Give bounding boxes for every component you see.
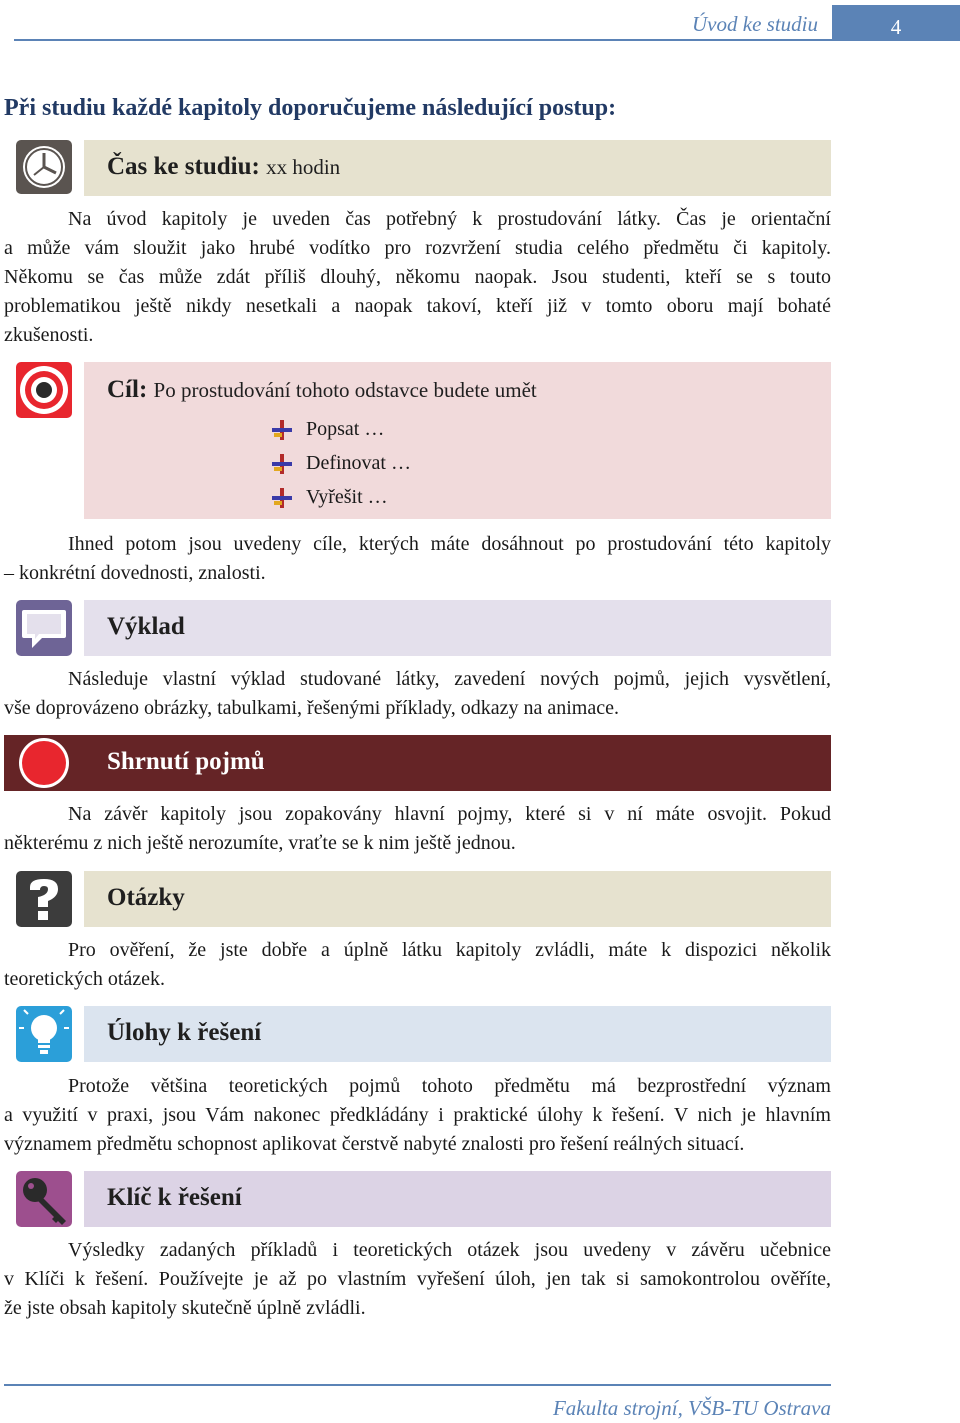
- section-bar-otazky: [4, 871, 831, 927]
- paragraph-otazky: [4, 936, 831, 994]
- key-icon: [16, 1171, 72, 1227]
- text-line: Následuje vlastní výklad studované látky, zavedení nových pojmů, jejich vysvětlení,: [68, 668, 831, 690]
- section-title-shrnuti: Shrnutí pojmů: [107, 748, 265, 775]
- page-number: 4: [890, 15, 902, 39]
- text-line: Někomu se čas může zdát příliš dlouhý, někomu naopak. Jsou studenti, kteří se s touto: [4, 266, 831, 288]
- speech-bubble-icon: [16, 600, 72, 656]
- goal-item-text: Vyřešit …: [306, 486, 388, 508]
- text-line: Na úvod kapitoly je uveden čas potřebný k prostudování látky. Čas je orientační: [68, 208, 831, 230]
- section-title-otazky: Otázky: [107, 884, 185, 911]
- paragraph-shrnuti: [4, 800, 831, 858]
- text-line: významem předmětu schopnost aplikovat čerstvě nabyté znalosti pro řešení reálných situací.: [4, 1133, 745, 1155]
- cas-subtitle: xx hodin: [266, 155, 341, 179]
- text-line: v Klíči k řešení. Používejte je až po vlastním vyřešení úloh, jen tak si samokontrolou ověříte,: [4, 1268, 831, 1290]
- header-title: Úvod ke studiu: [692, 12, 818, 36]
- lightbulb-icon: [16, 1006, 72, 1062]
- text-line: a využití v praxi, jsou Vám nakonec předkládány i praktické úlohy k řešení. V nich je hlavním: [4, 1104, 831, 1126]
- bullet-icon: [272, 454, 292, 474]
- text-line: – konkrétní dovednosti, znalosti.: [4, 562, 266, 584]
- footer-divider: [4, 1384, 831, 1386]
- section-title-klic: Klíč k řešení: [107, 1184, 242, 1211]
- text-line: a může vám sloužit jako hrubé vodítko pro rozvržení studia celého předmětu či kapitoly.: [4, 237, 831, 259]
- text-line: některému z nich ještě nerozumíte, vraťte se k nim ještě jednou.: [4, 832, 516, 854]
- text-line: vše doprovázeno obrázky, tabulkami, řešenými příklady, odkazy na animace.: [4, 697, 619, 719]
- section-bar-cas: [4, 140, 831, 196]
- paragraph-vyklad: [4, 665, 831, 723]
- stop-icon: [16, 735, 72, 791]
- section-bar-shrnuti: [4, 735, 831, 791]
- question-mark-icon: [16, 871, 72, 927]
- goal-item-text: Popsat …: [306, 418, 385, 440]
- goal-item-text: Definovat …: [306, 452, 411, 474]
- paragraph-ulohy: [4, 1072, 831, 1159]
- cil-title: Cíl:: [107, 376, 148, 403]
- bullet-icon: [272, 420, 292, 440]
- text-line: Na závěr kapitoly jsou zopakovány hlavní pojmy, které si v ní máte osvojit. Pokud: [68, 803, 831, 825]
- paragraph-cas: [4, 205, 831, 350]
- section-title-cil: [107, 376, 537, 404]
- header-divider: [14, 39, 832, 41]
- text-line: že jste obsah kapitoly skutečně úplně zvládli.: [4, 1297, 366, 1319]
- section-bar-vyklad: [4, 600, 831, 656]
- section-title-cas: [107, 153, 340, 181]
- section-bar-ulohy: [4, 1006, 831, 1062]
- text-line: zkušenosti.: [4, 324, 94, 346]
- text-line: Výsledky zadaných příkladů i teoretických otázek jsou uvedeny v závěru učebnice: [68, 1239, 831, 1261]
- section-title-vyklad: Výklad: [107, 613, 185, 640]
- clock-icon: [16, 140, 72, 196]
- cil-subtitle: Po prostudování tohoto odstavce budete umět: [153, 378, 537, 402]
- bullet-icon: [272, 488, 292, 508]
- page-number-box: [832, 5, 960, 41]
- section-bar-klic: [4, 1171, 831, 1227]
- paragraph-cil: [4, 530, 831, 588]
- footer-text: Fakulta strojní, VŠB-TU Ostrava: [552, 1396, 831, 1420]
- text-line: Ihned potom jsou uvedeny cíle, kterých máte dosáhnout po prostudování této kapitoly: [68, 533, 831, 555]
- text-line: teoretických otázek.: [4, 968, 166, 990]
- text-line: Pro ověření, že jste dobře a úplně látku kapitoly zvládli, máte k dispozici několik: [68, 939, 831, 961]
- cas-title: Čas ke studiu:: [107, 153, 260, 180]
- section-title-ulohy: Úlohy k řešení: [107, 1019, 262, 1046]
- target-icon: [16, 362, 72, 418]
- text-line: Protože většina teoretických pojmů tohoto předmětu má bezprostřední význam: [68, 1075, 831, 1097]
- text-line: problematikou ještě nikdy nesetkali a naopak takoví, kteří již v tomto oboru mají bohaté: [4, 295, 831, 317]
- intro-heading: Při studiu každé kapitoly doporučujeme následující postup:: [4, 95, 617, 121]
- section-bar-cil: [4, 362, 831, 519]
- paragraph-klic: [4, 1236, 831, 1323]
